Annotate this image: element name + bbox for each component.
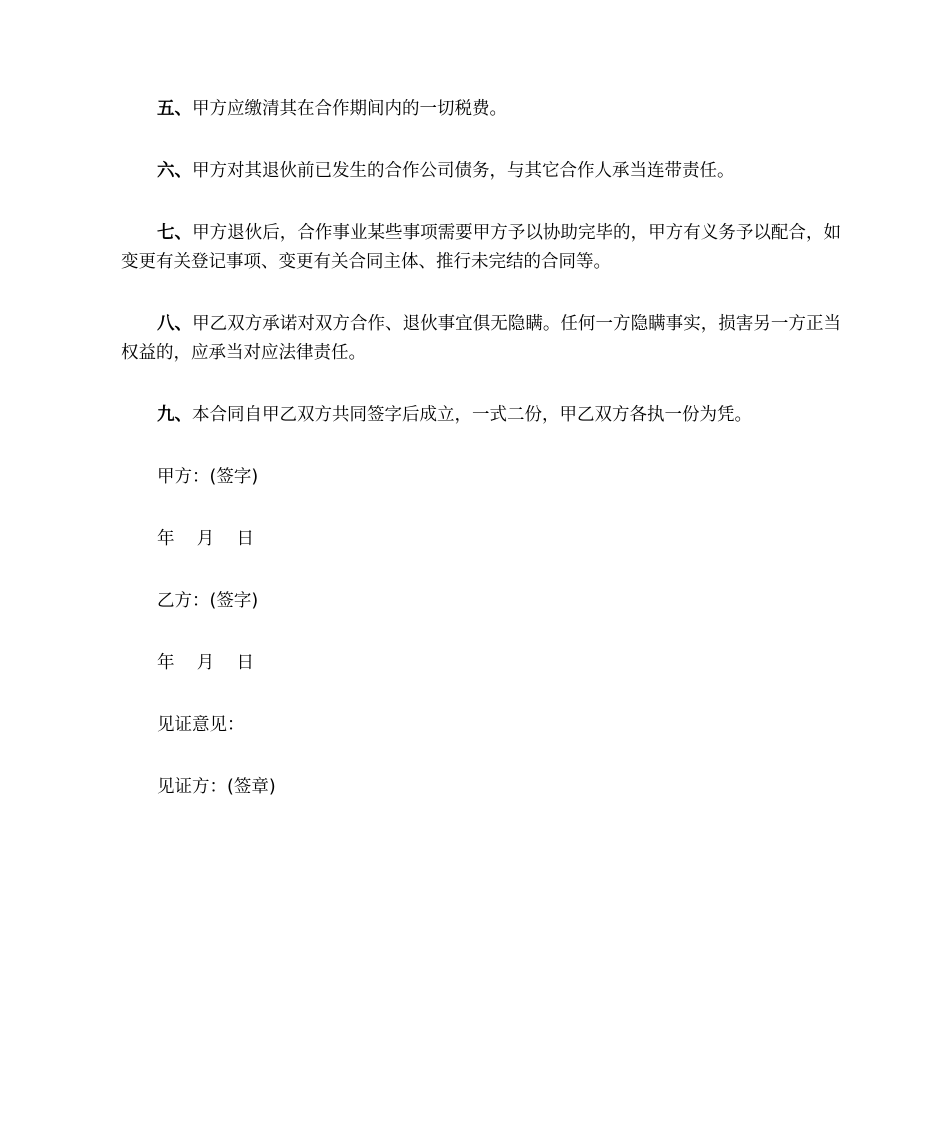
party-a-signature: 甲方：(签字)	[157, 467, 259, 487]
clause-text: 甲方应缴清其在合作期间内的一切税费。	[192, 99, 507, 119]
clause-text: 甲乙双方承诺对双方合作、退伙事宜俱无隐瞒。任何一方隐瞒事实，损害另一方正当权益的，应承当对应法律责任。	[121, 314, 842, 363]
clause-text: 本合同自甲乙双方共同签字后成立，一式二份，甲乙双方各执一份为凭。	[192, 405, 752, 425]
party-b-signature: 乙方：(签字)	[157, 591, 259, 611]
clause-text: 甲方对其退伙前已发生的合作公司债务，与其它合作人承当连带责任。	[192, 161, 735, 181]
document-body	[121, 95, 841, 835]
clause-5	[121, 95, 841, 124]
clause-number: 七、	[157, 223, 193, 243]
clause-number: 五、	[157, 99, 192, 119]
clause-text: 甲方退伙后，合作事业某些事项需要甲方予以协助完毕的，甲方有义务予以配合，如变更有关登记事项、变更有关合同主体、推行未完结的合同等。	[121, 223, 842, 272]
witness-opinion: 见证意见：	[157, 715, 245, 735]
clause-6	[121, 157, 841, 186]
party-a-date: 年 月 日	[157, 529, 255, 549]
clause-number: 九、	[157, 405, 192, 425]
clause-8	[121, 310, 841, 368]
clause-number: 八、	[157, 314, 193, 334]
party-b-date: 年 月 日	[157, 653, 255, 673]
clause-number: 六、	[157, 161, 192, 181]
witness-signature: 见证方：(签章)	[157, 777, 276, 797]
clause-9	[121, 401, 841, 430]
clause-7	[121, 219, 841, 277]
